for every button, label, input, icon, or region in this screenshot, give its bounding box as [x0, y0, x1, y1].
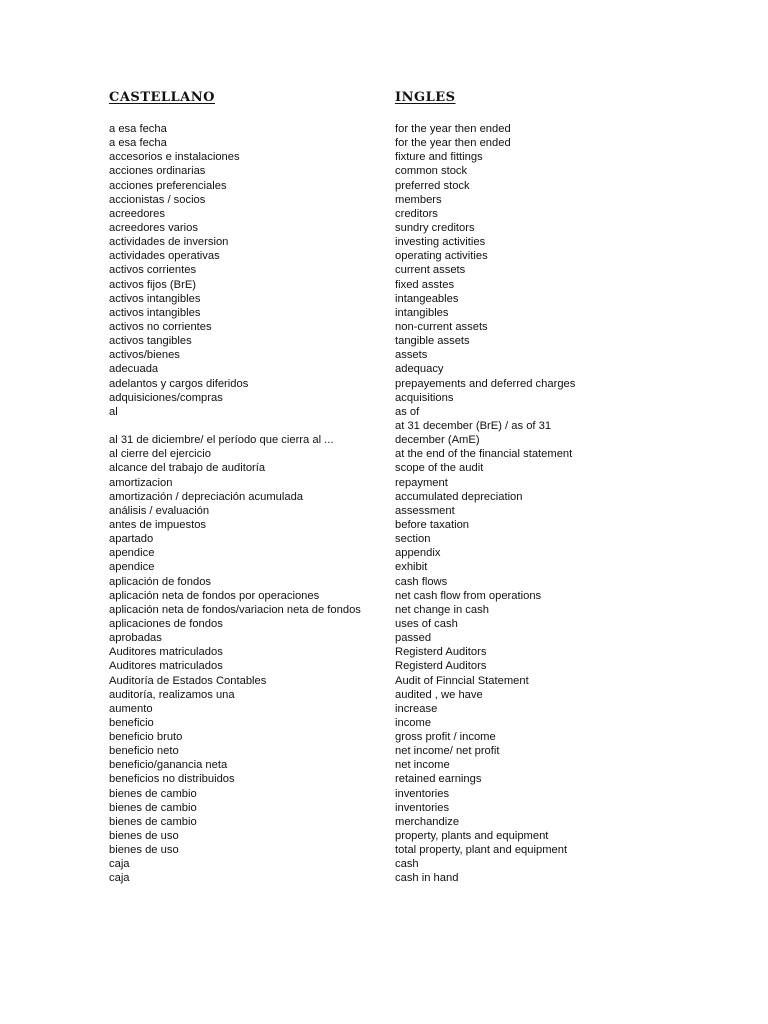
english-term: sundry creditors	[395, 221, 475, 234]
spanish-term: acciones ordinarias	[109, 165, 206, 178]
english-term: at the end of the financial statement	[395, 448, 573, 461]
english-term: property, plants and equipment	[395, 830, 549, 843]
glossary-row	[0, 645, 768, 659]
spanish-term: aplicación neta de fondos por operaciones	[109, 589, 320, 602]
glossary-table	[0, 122, 768, 886]
english-term: prepayements and deferred charges	[395, 377, 576, 390]
spanish-term: adecuada	[109, 363, 159, 376]
english-term: assets	[395, 349, 428, 362]
english-term: intangeables	[395, 292, 459, 305]
english-term: net income/ net profit	[395, 745, 500, 758]
spanish-term: adelantos y cargos diferidos	[109, 377, 249, 390]
english-term: net change in cash	[395, 603, 489, 616]
english-term: common stock	[395, 165, 468, 178]
glossary-row	[0, 730, 768, 744]
glossary-row	[0, 688, 768, 702]
english-term: exhibit	[395, 561, 428, 574]
glossary-row	[0, 235, 768, 249]
glossary-row	[0, 461, 768, 475]
glossary-row	[0, 518, 768, 532]
glossary-row	[0, 603, 768, 617]
spanish-term: aprobadas	[109, 632, 162, 645]
glossary-row	[0, 476, 768, 490]
glossary-row	[0, 758, 768, 772]
glossary-row	[0, 263, 768, 277]
spanish-term: acreedores varios	[109, 221, 198, 234]
english-column-header: INGLES	[395, 90, 456, 105]
glossary-row	[0, 589, 768, 603]
glossary-row	[0, 674, 768, 688]
glossary-row	[0, 871, 768, 885]
english-term: Audit of Finncial Statement	[395, 674, 529, 687]
english-term: investing activities	[395, 236, 486, 249]
glossary-row	[0, 278, 768, 292]
glossary-row	[0, 334, 768, 348]
spanish-term: adquisiciones/compras	[109, 391, 223, 404]
english-term: Registerd Auditors	[395, 646, 487, 659]
english-term: gross profit / income	[395, 731, 496, 744]
spanish-term: accesorios e instalaciones	[109, 151, 240, 164]
english-term: as of	[395, 405, 420, 418]
english-term: assessment	[395, 504, 455, 517]
glossary-row	[0, 532, 768, 546]
spanish-term: acciones preferenciales	[109, 179, 227, 192]
english-term: net cash flow from operations	[395, 589, 542, 602]
glossary-row	[0, 546, 768, 560]
english-term: passed	[395, 632, 432, 645]
glossary-row	[0, 801, 768, 815]
english-term: total property, plant and equipment	[395, 844, 568, 857]
spanish-term: activos no corrientes	[109, 320, 212, 333]
spanish-term: beneficio	[109, 716, 154, 729]
english-term: merchandize	[395, 815, 460, 828]
english-term: members	[395, 193, 442, 206]
spanish-term: aumento	[109, 702, 153, 715]
english-term: section	[395, 533, 431, 546]
english-term: fixed asstes	[395, 278, 455, 291]
spanish-term: activos fijos (BrE)	[109, 278, 197, 291]
glossary-row	[0, 179, 768, 193]
spanish-term: activos corrientes	[109, 264, 197, 277]
glossary-row	[0, 122, 768, 136]
english-term: creditors	[395, 207, 438, 220]
spanish-term: aplicaciones de fondos	[109, 617, 223, 630]
english-term: non-current assets	[395, 320, 488, 333]
spanish-term: actividades de inversion	[109, 236, 229, 249]
spanish-term: antes de impuestos	[109, 518, 207, 531]
english-term: acquisitions	[395, 391, 454, 404]
glossary-row	[0, 377, 768, 391]
spanish-term: activos/bienes	[109, 349, 180, 362]
glossary-row	[0, 504, 768, 518]
spanish-term: amortización / depreciación acumulada	[109, 490, 304, 503]
glossary-row	[0, 207, 768, 221]
spanish-term: a esa fecha	[109, 137, 167, 150]
glossary-row	[0, 744, 768, 758]
glossary-row	[0, 419, 768, 447]
spanish-term: bienes de cambio	[109, 801, 197, 814]
glossary-row	[0, 306, 768, 320]
glossary-row	[0, 787, 768, 801]
english-term: for the year then ended	[395, 123, 511, 135]
spanish-term: activos tangibles	[109, 335, 192, 348]
glossary-row	[0, 447, 768, 461]
english-term: audited , we have	[395, 688, 483, 701]
spanish-term: aplicación neta de fondos/variacion neta de fondos	[109, 603, 361, 616]
english-term: current assets	[395, 264, 466, 277]
glossary-row	[0, 405, 768, 419]
spanish-term: Auditores matriculados	[109, 660, 223, 673]
spanish-term: bienes de cambio	[109, 787, 197, 800]
english-term: intangibles	[395, 306, 449, 319]
spanish-term: apendice	[109, 561, 155, 574]
glossary-row	[0, 490, 768, 504]
spanish-term: bienes de uso	[109, 844, 179, 857]
english-term: inventories	[395, 787, 450, 800]
glossary-row	[0, 560, 768, 574]
spanish-term: apendice	[109, 547, 155, 560]
english-term: appendix	[395, 547, 441, 560]
spanish-term: al	[109, 405, 118, 418]
glossary-row	[0, 221, 768, 235]
english-term: at 31 december (BrE) / as of 31 december (AmE)	[395, 419, 552, 446]
english-term: scope of the audit	[395, 462, 484, 475]
glossary-row	[0, 716, 768, 730]
spanish-term: Auditores matriculados	[109, 646, 223, 659]
spanish-term: accionistas / socios	[109, 193, 206, 206]
english-term: retained earnings	[395, 773, 482, 786]
glossary-row	[0, 843, 768, 857]
spanish-term: beneficio bruto	[109, 731, 183, 744]
spanish-column-header: CASTELLANO	[109, 90, 215, 105]
glossary-row	[0, 815, 768, 829]
spanish-term: bienes de cambio	[109, 815, 197, 828]
english-term: preferred stock	[395, 179, 470, 192]
spanish-term: caja	[109, 872, 130, 885]
english-term: uses of cash	[395, 617, 458, 630]
glossary-row	[0, 164, 768, 178]
english-term: operating activities	[395, 250, 488, 263]
spanish-term: amortizacion	[109, 476, 173, 489]
english-term: Registerd Auditors	[395, 660, 487, 673]
english-term: adequacy	[395, 363, 444, 376]
spanish-term: beneficio/ganancia neta	[109, 759, 228, 772]
glossary-row	[0, 659, 768, 673]
glossary-row	[0, 772, 768, 786]
spanish-term: actividades operativas	[109, 250, 220, 263]
glossary-row	[0, 320, 768, 334]
spanish-term: análisis / evaluación	[109, 504, 210, 517]
glossary-row	[0, 829, 768, 843]
spanish-term: al cierre del ejercicio	[109, 448, 211, 461]
english-term: inventories	[395, 801, 450, 814]
glossary-row	[0, 292, 768, 306]
english-term: increase	[395, 702, 438, 715]
english-term: fixture and fittings	[395, 151, 483, 164]
glossary-row	[0, 348, 768, 362]
english-term: cash in hand	[395, 872, 459, 885]
spanish-term: acreedores	[109, 207, 165, 220]
english-term: income	[395, 716, 432, 729]
spanish-term: activos intangibles	[109, 292, 201, 305]
english-term: for the year then ended	[395, 137, 511, 150]
glossary-row	[0, 150, 768, 164]
spanish-term: al 31 de diciembre/ el período que cierra al ...	[109, 434, 334, 447]
english-term: accumulated depreciation	[395, 490, 523, 503]
english-term: repayment	[395, 476, 448, 489]
spanish-term: apartado	[109, 533, 154, 546]
glossary-row	[0, 193, 768, 207]
english-term: cash flows	[395, 575, 448, 588]
spanish-term: activos intangibles	[109, 306, 201, 319]
spanish-term: aplicación de fondos	[109, 575, 212, 588]
spanish-term: a esa fecha	[109, 123, 167, 135]
glossary-row	[0, 249, 768, 263]
spanish-term: bienes de uso	[109, 830, 179, 843]
spanish-term: Auditoría de Estados Contables	[109, 674, 267, 687]
english-term: tangible assets	[395, 335, 470, 348]
glossary-row	[0, 391, 768, 405]
glossary-row	[0, 575, 768, 589]
glossary-row	[0, 617, 768, 631]
spanish-term: caja	[109, 858, 130, 871]
english-term: cash	[395, 858, 419, 871]
glossary-row	[0, 702, 768, 716]
glossary-row	[0, 136, 768, 150]
glossary-row	[0, 857, 768, 871]
spanish-term: auditoría, realizamos una	[109, 688, 235, 701]
spanish-term: beneficios no distribuidos	[109, 773, 235, 786]
english-term: net income	[395, 759, 450, 772]
english-term: before taxation	[395, 518, 470, 531]
spanish-term: alcance del trabajo de auditoría	[109, 462, 266, 475]
glossary-row	[0, 362, 768, 376]
spanish-term: beneficio neto	[109, 745, 179, 758]
glossary-row	[0, 631, 768, 645]
